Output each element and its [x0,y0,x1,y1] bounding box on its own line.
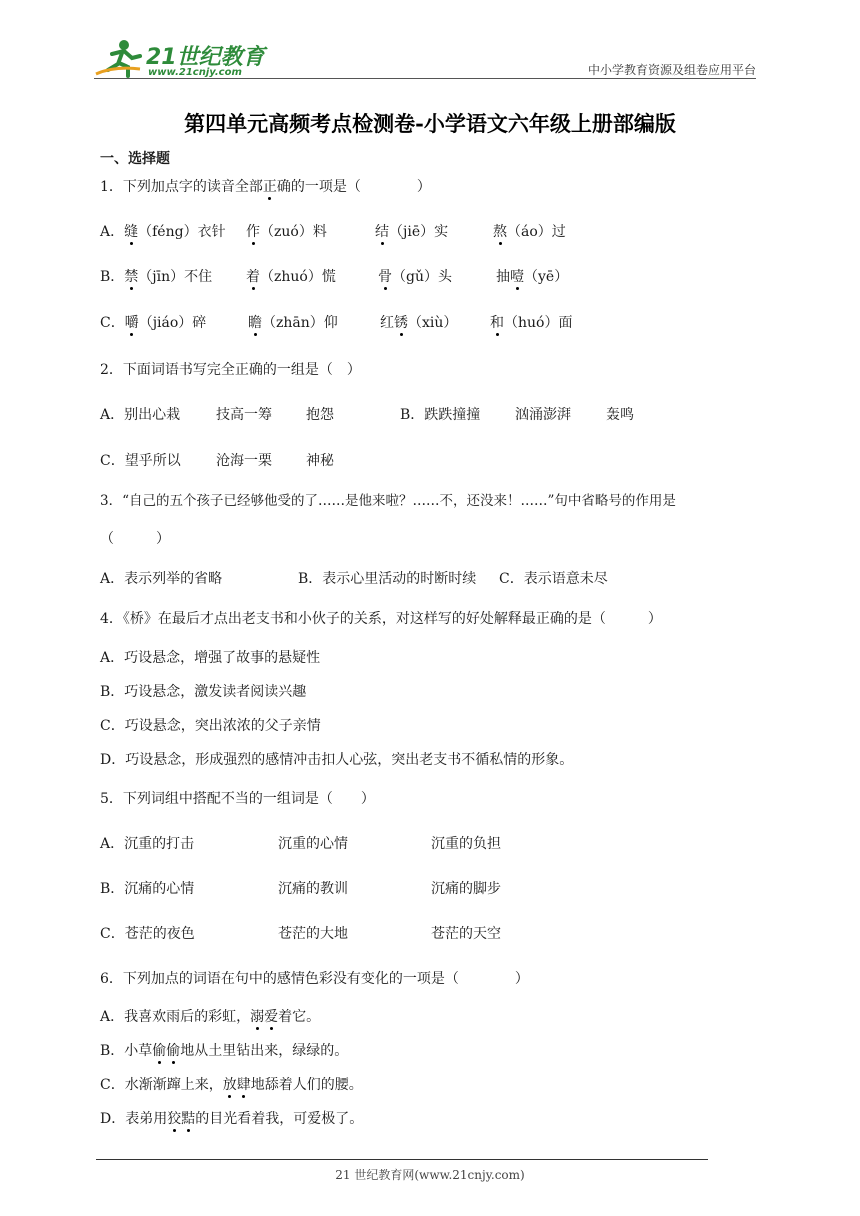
page-title: 第四单元高频考点检测卷-小学语文六年级上册部编版 [184,111,676,136]
question-3-option-a: A．表示列举的省略 [100,571,223,587]
q1c-item-4: 和（huó）面 [490,312,572,332]
q5c-word-3: 苍茫的天空 [431,926,501,942]
question-3-stem: 3．“自己的五个孩子已经够他受的了……是他来啦？……不，还没来！……”句中省略号的作用是 [100,493,676,509]
q2c-word-2: 沧海一栗 [216,453,272,469]
q2a-word-2: 技高一筹 [216,407,272,423]
question-6-option-d: D．表弟用狡黠的目光看着我，可爱极了。 [100,1108,363,1128]
q1b-item-4: 抽噎（yē） [496,266,568,286]
site-logo [94,36,264,82]
q5a-word-3: 沉重的负担 [431,836,501,852]
question-4-option-a: A．巧设悬念，增强了故事的悬疑性 [100,650,321,666]
header-divider [94,78,756,79]
question-2-option-a: A．别出心栽 [100,407,181,423]
q5b-word-2: 沉痛的教训 [278,881,348,897]
logo-url: www.21cnjy.com [148,67,242,78]
q1b-item-2: 着（zhuó）慌 [246,266,336,286]
q2c-word-3: 神秘 [306,453,334,469]
question-5-stem: 5．下列词组中搭配不当的一组词是（ ） [100,791,375,807]
question-4-stem: 4．《桥》在最后才点出老支书和小伙子的关系，对这样写的好处解释最正确的是（ ） [100,611,662,627]
question-3-option-b: B．表示心里活动的时断时续 [298,571,477,587]
q5c-word-2: 苍茫的大地 [278,926,348,942]
question-1-stem: 1．下列加点字的读音全部正确的一项是（ ） [100,176,431,196]
q1a-item-2: 作（zuó）料 [246,221,327,241]
q1c-item-2: 瞻（zhān）仰 [248,312,338,332]
question-5-option-b: B．沉痛的心情 [100,881,195,897]
question-2-option-b: B．跌跌撞撞 [400,407,481,423]
q1c-item-3: 红锈（xiù） [380,312,457,332]
q1a-item-3: 结（jiē）实 [375,221,448,241]
question-2-stem: 2．下面词语书写完全正确的一组是（ ） [100,362,361,378]
q1b-item-3: 骨（gǔ）头 [378,266,452,286]
question-1-option-a: A．缝（féng）衣针 [100,221,226,241]
question-5-option-a: A．沉重的打击 [100,836,195,852]
question-3-paren: （ ） [100,531,170,547]
q2b-word-2: 汹涌澎湃 [515,407,571,423]
question-4-option-b: B．巧设悬念，激发读者阅读兴趣 [100,684,307,700]
q2b-word-3: 轰鸣 [606,407,634,423]
footer-divider [96,1159,708,1160]
q5a-word-2: 沉重的心情 [278,836,348,852]
question-1-option-b: B．禁（jīn）不住 [100,266,212,286]
question-3-option-c: C．表示语意未尽 [499,571,608,587]
section-heading: 一、选择题 [100,151,170,167]
q5b-word-3: 沉痛的脚步 [431,881,501,897]
header-tagline: 中小学教育资源及组卷应用平台 [587,63,756,77]
question-1-option-c: C．嚼（jiáo）碎 [100,312,206,332]
question-4-option-c: C．巧设悬念，突出浓浓的父子亲情 [100,718,321,734]
q1a-item-4: 熬（áo）过 [493,221,566,241]
question-6-stem: 6．下列加点的词语在句中的感情色彩没有变化的一项是（ ） [100,971,529,987]
question-6-option-a: A．我喜欢雨后的彩虹，溺爱着它。 [100,1006,320,1026]
logo-text: 21世纪教育 [146,45,265,70]
question-5-option-c: C．苍茫的夜色 [100,926,195,942]
question-2-option-c: C．望乎所以 [100,453,181,469]
question-4-option-d: D．巧设悬念，形成强烈的感情冲击扣人心弦，突出老支书不循私情的形象。 [100,752,574,768]
question-6-option-c: C．水渐渐蹿上来，放肆地舔着人们的腰。 [100,1074,363,1094]
question-6-option-b: B．小草偷偷地从土里钻出来，绿绿的。 [100,1040,348,1060]
q2a-word-3: 抱怨 [306,407,334,423]
footer-text: 21 世纪教育网(www.21cnjy.com) [335,1168,525,1182]
